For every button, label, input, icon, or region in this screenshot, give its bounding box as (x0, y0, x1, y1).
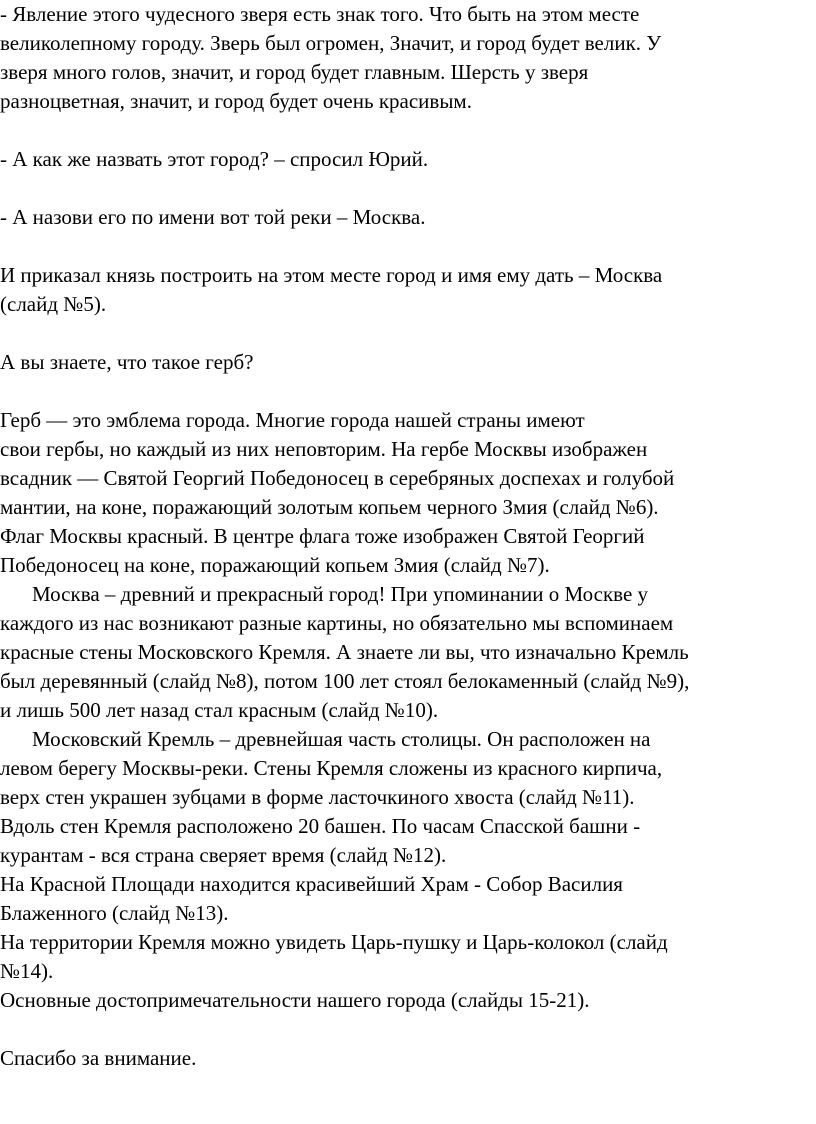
text-line (0, 725, 808, 754)
paragraph-gap (0, 1015, 808, 1044)
text-line: свои гербы, но каждый из них неповторим. На гербе Москвы изображен (0, 437, 648, 461)
text-line: Герб — это эмблема города. Многие города нашей страны имеют (0, 408, 585, 432)
text-line: Спасибо за внимание. (0, 1046, 197, 1070)
text-line: - Явление этого чудесного зверя есть знак того. Что быть на этом месте (0, 2, 640, 26)
paragraph-gap (0, 377, 808, 406)
paragraph (0, 145, 808, 174)
text-line: Победоносец на коне, поражающий копьем Змия (слайд №7). (0, 553, 550, 577)
text-line-content: Москва – древний и прекрасный город! При упоминании о Москве у (32, 582, 649, 606)
text-line (0, 580, 808, 609)
text-line: Вдоль стен Кремля расположено 20 башен. По часам Спасской башни - (0, 814, 641, 838)
text-line: И приказал князь построить на этом месте город и имя ему дать – Москва (0, 263, 663, 287)
text-line-content: Московский Кремль – древнейшая часть столицы. Он расположен на (32, 727, 651, 751)
paragraph (0, 725, 808, 1015)
paragraph (0, 203, 808, 232)
text-line: зверя много голов, значит, и город будет главным. Шерсть у зверя (0, 60, 589, 84)
text-line: №14). (0, 959, 54, 983)
text-line: и лишь 500 лет назад стал красным (слайд №10). (0, 698, 439, 722)
text-line: На Красной Площади находится красивейший Храм - Собор Василия (0, 872, 623, 896)
text-line: курантам - вся страна сверяет время (слайд №12). (0, 843, 447, 867)
paragraph-gap (0, 232, 808, 261)
text-line: Блаженного (слайд №13). (0, 901, 229, 925)
paragraph (0, 348, 808, 377)
text-line: был деревянный (слайд №8), потом 100 лет стоял белокаменный (слайд №9), (0, 669, 690, 693)
paragraph (0, 0, 808, 116)
paragraph (0, 1044, 808, 1073)
text-line: левом берегу Москвы-реки. Стены Кремля сложены из красного кирпича, (0, 756, 663, 780)
paragraph (0, 261, 808, 319)
text-line: красные стены Московского Кремля. А знаете ли вы, что изначально Кремль (0, 640, 689, 664)
text-line: верх стен украшен зубцами в форме ласточкиного хвоста (слайд №11). (0, 785, 635, 809)
text-line: великолепному городу. Зверь был огромен, Значит, и город будет велик. У (0, 31, 662, 55)
paragraph-gap (0, 319, 808, 348)
paragraph (0, 406, 808, 580)
text-line: Основные достопримечательности нашего города (слайды 15-21). (0, 988, 590, 1012)
text-line: мантии, на коне, поражающий золотым копьем черного Змия (слайд №6). (0, 495, 659, 519)
text-line: На территории Кремля можно увидеть Царь-пушку и Царь-колокол (слайд (0, 930, 668, 954)
text-line: всадник — Святой Георгий Победоносец в серебряных доспехах и голубой (0, 466, 675, 490)
text-line: А вы знаете, что такое герб? (0, 350, 254, 374)
paragraph-gap (0, 174, 808, 203)
text-line: каждого из нас возникают разные картины, но обязательно мы вспоминаем (0, 611, 674, 635)
text-line: Флаг Москвы красный. В центре флага тоже изображен Святой Георгий (0, 524, 645, 548)
text-line: разноцветная, значит, и город будет очень красивым. (0, 89, 472, 113)
text-line: - А как же назвать этот город? – спросил Юрий. (0, 147, 429, 171)
text-line: - А назови его по имени вот той реки – Москва. (0, 205, 426, 229)
paragraph-gap (0, 116, 808, 145)
text-line: (слайд №5). (0, 292, 107, 316)
paragraph (0, 580, 808, 725)
